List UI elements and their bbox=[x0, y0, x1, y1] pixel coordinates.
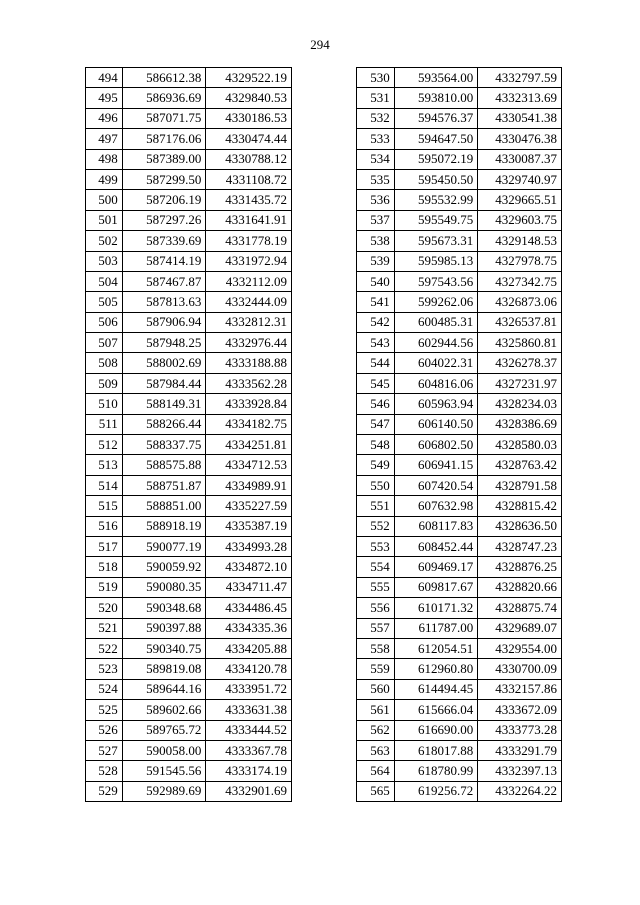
point-number-cell: 552 bbox=[357, 516, 395, 536]
x-coordinate-cell: 615666.04 bbox=[394, 700, 478, 720]
point-number-cell: 553 bbox=[357, 536, 395, 556]
x-coordinate-cell: 587389.00 bbox=[122, 149, 206, 169]
x-coordinate-cell: 599262.06 bbox=[394, 292, 478, 312]
y-coordinate-cell: 4333631.38 bbox=[206, 700, 292, 720]
table-row bbox=[357, 720, 562, 740]
y-coordinate-cell: 4329665.51 bbox=[478, 190, 562, 210]
y-coordinate-cell: 4332976.44 bbox=[206, 333, 292, 353]
y-coordinate-cell: 4332444.09 bbox=[206, 292, 292, 312]
table-row bbox=[357, 740, 562, 760]
point-number-cell: 563 bbox=[357, 740, 395, 760]
point-number-cell: 560 bbox=[357, 679, 395, 699]
y-coordinate-cell: 4329148.53 bbox=[478, 231, 562, 251]
x-coordinate-cell: 602944.56 bbox=[394, 333, 478, 353]
table-row bbox=[86, 169, 292, 189]
point-number-cell: 539 bbox=[357, 251, 395, 271]
x-coordinate-cell: 586936.69 bbox=[122, 88, 206, 108]
y-coordinate-cell: 4333188.88 bbox=[206, 353, 292, 373]
table-row bbox=[86, 761, 292, 781]
point-number-cell: 519 bbox=[86, 577, 123, 597]
y-coordinate-cell: 4329522.19 bbox=[206, 68, 292, 88]
x-coordinate-cell: 587297.26 bbox=[122, 210, 206, 230]
point-number-cell: 526 bbox=[86, 720, 123, 740]
coordinates-table-left-body bbox=[86, 68, 292, 802]
table-row bbox=[86, 435, 292, 455]
table-row bbox=[86, 496, 292, 516]
table-row bbox=[357, 781, 562, 801]
y-coordinate-cell: 4330186.53 bbox=[206, 108, 292, 128]
y-coordinate-cell: 4331435.72 bbox=[206, 190, 292, 210]
x-coordinate-cell: 589819.08 bbox=[122, 659, 206, 679]
point-number-cell: 498 bbox=[86, 149, 123, 169]
y-coordinate-cell: 4332264.22 bbox=[478, 781, 562, 801]
point-number-cell: 522 bbox=[86, 638, 123, 658]
x-coordinate-cell: 588851.00 bbox=[122, 496, 206, 516]
table-row bbox=[86, 700, 292, 720]
table-row bbox=[357, 435, 562, 455]
x-coordinate-cell: 616690.00 bbox=[394, 720, 478, 740]
y-coordinate-cell: 4328763.42 bbox=[478, 455, 562, 475]
point-number-cell: 538 bbox=[357, 231, 395, 251]
y-coordinate-cell: 4335387.19 bbox=[206, 516, 292, 536]
table-row bbox=[357, 333, 562, 353]
y-coordinate-cell: 4333773.28 bbox=[478, 720, 562, 740]
x-coordinate-cell: 595450.50 bbox=[394, 169, 478, 189]
x-coordinate-cell: 589602.66 bbox=[122, 700, 206, 720]
table-row bbox=[357, 475, 562, 495]
table-row bbox=[86, 557, 292, 577]
point-number-cell: 550 bbox=[357, 475, 395, 495]
point-number-cell: 515 bbox=[86, 496, 123, 516]
table-row bbox=[357, 292, 562, 312]
y-coordinate-cell: 4328876.25 bbox=[478, 557, 562, 577]
table-row bbox=[86, 536, 292, 556]
y-coordinate-cell: 4330087.37 bbox=[478, 149, 562, 169]
table-row bbox=[357, 88, 562, 108]
y-coordinate-cell: 4326873.06 bbox=[478, 292, 562, 312]
point-number-cell: 531 bbox=[357, 88, 395, 108]
table-row bbox=[357, 577, 562, 597]
y-coordinate-cell: 4328636.50 bbox=[478, 516, 562, 536]
x-coordinate-cell: 594647.50 bbox=[394, 129, 478, 149]
point-number-cell: 503 bbox=[86, 251, 123, 271]
y-coordinate-cell: 4328791.58 bbox=[478, 475, 562, 495]
point-number-cell: 529 bbox=[86, 781, 123, 801]
point-number-cell: 497 bbox=[86, 129, 123, 149]
point-number-cell: 527 bbox=[86, 740, 123, 760]
point-number-cell: 520 bbox=[86, 598, 123, 618]
x-coordinate-cell: 590340.75 bbox=[122, 638, 206, 658]
x-coordinate-cell: 614494.45 bbox=[394, 679, 478, 699]
y-coordinate-cell: 4328747.23 bbox=[478, 536, 562, 556]
table-row bbox=[357, 108, 562, 128]
x-coordinate-cell: 609817.67 bbox=[394, 577, 478, 597]
y-coordinate-cell: 4329603.75 bbox=[478, 210, 562, 230]
y-coordinate-cell: 4329740.97 bbox=[478, 169, 562, 189]
y-coordinate-cell: 4333367.78 bbox=[206, 740, 292, 760]
table-row bbox=[86, 108, 292, 128]
table-row bbox=[357, 761, 562, 781]
table-row bbox=[86, 353, 292, 373]
table-row bbox=[357, 516, 562, 536]
x-coordinate-cell: 588149.31 bbox=[122, 394, 206, 414]
x-coordinate-cell: 597543.56 bbox=[394, 271, 478, 291]
x-coordinate-cell: 591545.56 bbox=[122, 761, 206, 781]
point-number-cell: 524 bbox=[86, 679, 123, 699]
table-row bbox=[86, 292, 292, 312]
y-coordinate-cell: 4333951.72 bbox=[206, 679, 292, 699]
point-number-cell: 545 bbox=[357, 373, 395, 393]
x-coordinate-cell: 612054.51 bbox=[394, 638, 478, 658]
table-row bbox=[86, 251, 292, 271]
y-coordinate-cell: 4335227.59 bbox=[206, 496, 292, 516]
y-coordinate-cell: 4326278.37 bbox=[478, 353, 562, 373]
point-number-cell: 528 bbox=[86, 761, 123, 781]
y-coordinate-cell: 4332797.59 bbox=[478, 68, 562, 88]
y-coordinate-cell: 4329840.53 bbox=[206, 88, 292, 108]
table-row bbox=[357, 394, 562, 414]
y-coordinate-cell: 4329689.07 bbox=[478, 618, 562, 638]
x-coordinate-cell: 618017.88 bbox=[394, 740, 478, 760]
table-row bbox=[357, 618, 562, 638]
x-coordinate-cell: 587906.94 bbox=[122, 312, 206, 332]
x-coordinate-cell: 590397.88 bbox=[122, 618, 206, 638]
x-coordinate-cell: 588266.44 bbox=[122, 414, 206, 434]
x-coordinate-cell: 588751.87 bbox=[122, 475, 206, 495]
point-number-cell: 500 bbox=[86, 190, 123, 210]
x-coordinate-cell: 595673.31 bbox=[394, 231, 478, 251]
x-coordinate-cell: 608452.44 bbox=[394, 536, 478, 556]
table-row bbox=[86, 720, 292, 740]
y-coordinate-cell: 4333928.84 bbox=[206, 394, 292, 414]
point-number-cell: 557 bbox=[357, 618, 395, 638]
point-number-cell: 506 bbox=[86, 312, 123, 332]
x-coordinate-cell: 595985.13 bbox=[394, 251, 478, 271]
x-coordinate-cell: 606941.15 bbox=[394, 455, 478, 475]
point-number-cell: 502 bbox=[86, 231, 123, 251]
y-coordinate-cell: 4331641.91 bbox=[206, 210, 292, 230]
table-row bbox=[357, 557, 562, 577]
page-number: 294 bbox=[310, 37, 330, 52]
table-row bbox=[357, 210, 562, 230]
table-row bbox=[357, 679, 562, 699]
y-coordinate-cell: 4327342.75 bbox=[478, 271, 562, 291]
point-number-cell: 523 bbox=[86, 659, 123, 679]
table-row bbox=[357, 251, 562, 271]
x-coordinate-cell: 608117.83 bbox=[394, 516, 478, 536]
x-coordinate-cell: 595549.75 bbox=[394, 210, 478, 230]
table-row bbox=[86, 740, 292, 760]
x-coordinate-cell: 592989.69 bbox=[122, 781, 206, 801]
table-row bbox=[357, 638, 562, 658]
point-number-cell: 509 bbox=[86, 373, 123, 393]
point-number-cell: 556 bbox=[357, 598, 395, 618]
y-coordinate-cell: 4333444.52 bbox=[206, 720, 292, 740]
y-coordinate-cell: 4334711.47 bbox=[206, 577, 292, 597]
y-coordinate-cell: 4333562.28 bbox=[206, 373, 292, 393]
y-coordinate-cell: 4328875.74 bbox=[478, 598, 562, 618]
y-coordinate-cell: 4334205.88 bbox=[206, 638, 292, 658]
table-row bbox=[357, 414, 562, 434]
table-row bbox=[86, 679, 292, 699]
x-coordinate-cell: 589644.16 bbox=[122, 679, 206, 699]
point-number-cell: 521 bbox=[86, 618, 123, 638]
x-coordinate-cell: 588575.88 bbox=[122, 455, 206, 475]
table-row bbox=[86, 149, 292, 169]
y-coordinate-cell: 4332313.69 bbox=[478, 88, 562, 108]
table-row bbox=[357, 190, 562, 210]
x-coordinate-cell: 587176.06 bbox=[122, 129, 206, 149]
x-coordinate-cell: 595072.19 bbox=[394, 149, 478, 169]
x-coordinate-cell: 594576.37 bbox=[394, 108, 478, 128]
y-coordinate-cell: 4330541.38 bbox=[478, 108, 562, 128]
x-coordinate-cell: 619256.72 bbox=[394, 781, 478, 801]
table-row bbox=[86, 475, 292, 495]
table-row bbox=[86, 781, 292, 801]
point-number-cell: 505 bbox=[86, 292, 123, 312]
y-coordinate-cell: 4334486.45 bbox=[206, 598, 292, 618]
y-coordinate-cell: 4330788.12 bbox=[206, 149, 292, 169]
table-row bbox=[357, 598, 562, 618]
table-row bbox=[86, 577, 292, 597]
point-number-cell: 546 bbox=[357, 394, 395, 414]
x-coordinate-cell: 587071.75 bbox=[122, 108, 206, 128]
point-number-cell: 543 bbox=[357, 333, 395, 353]
x-coordinate-cell: 587948.25 bbox=[122, 333, 206, 353]
y-coordinate-cell: 4334989.91 bbox=[206, 475, 292, 495]
table-row bbox=[357, 129, 562, 149]
y-coordinate-cell: 4328580.03 bbox=[478, 435, 562, 455]
point-number-cell: 551 bbox=[357, 496, 395, 516]
table-row bbox=[86, 638, 292, 658]
x-coordinate-cell: 593810.00 bbox=[394, 88, 478, 108]
point-number-cell: 513 bbox=[86, 455, 123, 475]
point-number-cell: 548 bbox=[357, 435, 395, 455]
table-row bbox=[357, 353, 562, 373]
x-coordinate-cell: 590077.19 bbox=[122, 536, 206, 556]
point-number-cell: 518 bbox=[86, 557, 123, 577]
y-coordinate-cell: 4330474.44 bbox=[206, 129, 292, 149]
y-coordinate-cell: 4333291.79 bbox=[478, 740, 562, 760]
point-number-cell: 558 bbox=[357, 638, 395, 658]
y-coordinate-cell: 4332901.69 bbox=[206, 781, 292, 801]
point-number-cell: 495 bbox=[86, 88, 123, 108]
y-coordinate-cell: 4334182.75 bbox=[206, 414, 292, 434]
x-coordinate-cell: 607632.98 bbox=[394, 496, 478, 516]
x-coordinate-cell: 587299.50 bbox=[122, 169, 206, 189]
table-row bbox=[86, 414, 292, 434]
point-number-cell: 559 bbox=[357, 659, 395, 679]
x-coordinate-cell: 588918.19 bbox=[122, 516, 206, 536]
point-number-cell: 507 bbox=[86, 333, 123, 353]
point-number-cell: 544 bbox=[357, 353, 395, 373]
point-number-cell: 561 bbox=[357, 700, 395, 720]
y-coordinate-cell: 4334712.53 bbox=[206, 455, 292, 475]
point-number-cell: 536 bbox=[357, 190, 395, 210]
table-row bbox=[86, 394, 292, 414]
table-row bbox=[357, 149, 562, 169]
table-row bbox=[86, 516, 292, 536]
point-number-cell: 517 bbox=[86, 536, 123, 556]
y-coordinate-cell: 4328386.69 bbox=[478, 414, 562, 434]
x-coordinate-cell: 590348.68 bbox=[122, 598, 206, 618]
point-number-cell: 510 bbox=[86, 394, 123, 414]
y-coordinate-cell: 4331778.19 bbox=[206, 231, 292, 251]
y-coordinate-cell: 4332112.09 bbox=[206, 271, 292, 291]
point-number-cell: 499 bbox=[86, 169, 123, 189]
table-row bbox=[86, 190, 292, 210]
x-coordinate-cell: 605963.94 bbox=[394, 394, 478, 414]
x-coordinate-cell: 586612.38 bbox=[122, 68, 206, 88]
y-coordinate-cell: 4332397.13 bbox=[478, 761, 562, 781]
y-coordinate-cell: 4328820.66 bbox=[478, 577, 562, 597]
table-row bbox=[357, 659, 562, 679]
point-number-cell: 511 bbox=[86, 414, 123, 434]
x-coordinate-cell: 590058.00 bbox=[122, 740, 206, 760]
coordinates-table-right bbox=[356, 67, 562, 802]
point-number-cell: 533 bbox=[357, 129, 395, 149]
y-coordinate-cell: 4334120.78 bbox=[206, 659, 292, 679]
table-row bbox=[86, 210, 292, 230]
table-row bbox=[357, 271, 562, 291]
y-coordinate-cell: 4334251.81 bbox=[206, 435, 292, 455]
table-row bbox=[86, 598, 292, 618]
y-coordinate-cell: 4331108.72 bbox=[206, 169, 292, 189]
point-number-cell: 537 bbox=[357, 210, 395, 230]
point-number-cell: 514 bbox=[86, 475, 123, 495]
point-number-cell: 525 bbox=[86, 700, 123, 720]
point-number-cell: 542 bbox=[357, 312, 395, 332]
table-row bbox=[86, 373, 292, 393]
x-coordinate-cell: 610171.32 bbox=[394, 598, 478, 618]
point-number-cell: 504 bbox=[86, 271, 123, 291]
point-number-cell: 534 bbox=[357, 149, 395, 169]
coordinates-table-left bbox=[85, 67, 292, 802]
table-row bbox=[86, 659, 292, 679]
x-coordinate-cell: 587984.44 bbox=[122, 373, 206, 393]
x-coordinate-cell: 606802.50 bbox=[394, 435, 478, 455]
point-number-cell: 555 bbox=[357, 577, 395, 597]
table-row bbox=[357, 700, 562, 720]
x-coordinate-cell: 587339.69 bbox=[122, 231, 206, 251]
x-coordinate-cell: 600485.31 bbox=[394, 312, 478, 332]
point-number-cell: 516 bbox=[86, 516, 123, 536]
y-coordinate-cell: 4325860.81 bbox=[478, 333, 562, 353]
table-row bbox=[86, 333, 292, 353]
point-number-cell: 565 bbox=[357, 781, 395, 801]
point-number-cell: 501 bbox=[86, 210, 123, 230]
table-row bbox=[86, 68, 292, 88]
table-row bbox=[86, 231, 292, 251]
point-number-cell: 554 bbox=[357, 557, 395, 577]
x-coordinate-cell: 604816.06 bbox=[394, 373, 478, 393]
x-coordinate-cell: 611787.00 bbox=[394, 618, 478, 638]
table-row bbox=[357, 68, 562, 88]
x-coordinate-cell: 604022.31 bbox=[394, 353, 478, 373]
x-coordinate-cell: 607420.54 bbox=[394, 475, 478, 495]
point-number-cell: 535 bbox=[357, 169, 395, 189]
point-number-cell: 549 bbox=[357, 455, 395, 475]
y-coordinate-cell: 4326537.81 bbox=[478, 312, 562, 332]
point-number-cell: 540 bbox=[357, 271, 395, 291]
table-row bbox=[86, 618, 292, 638]
point-number-cell: 512 bbox=[86, 435, 123, 455]
y-coordinate-cell: 4332812.31 bbox=[206, 312, 292, 332]
x-coordinate-cell: 618780.99 bbox=[394, 761, 478, 781]
x-coordinate-cell: 593564.00 bbox=[394, 68, 478, 88]
x-coordinate-cell: 587414.19 bbox=[122, 251, 206, 271]
point-number-cell: 494 bbox=[86, 68, 123, 88]
y-coordinate-cell: 4327231.97 bbox=[478, 373, 562, 393]
y-coordinate-cell: 4330476.38 bbox=[478, 129, 562, 149]
x-coordinate-cell: 590080.35 bbox=[122, 577, 206, 597]
y-coordinate-cell: 4333174.19 bbox=[206, 761, 292, 781]
x-coordinate-cell: 588002.69 bbox=[122, 353, 206, 373]
x-coordinate-cell: 595532.99 bbox=[394, 190, 478, 210]
y-coordinate-cell: 4328815.42 bbox=[478, 496, 562, 516]
table-row bbox=[86, 455, 292, 475]
y-coordinate-cell: 4329554.00 bbox=[478, 638, 562, 658]
y-coordinate-cell: 4328234.03 bbox=[478, 394, 562, 414]
x-coordinate-cell: 587467.87 bbox=[122, 271, 206, 291]
y-coordinate-cell: 4327978.75 bbox=[478, 251, 562, 271]
point-number-cell: 532 bbox=[357, 108, 395, 128]
y-coordinate-cell: 4332157.86 bbox=[478, 679, 562, 699]
x-coordinate-cell: 588337.75 bbox=[122, 435, 206, 455]
x-coordinate-cell: 587813.63 bbox=[122, 292, 206, 312]
table-row bbox=[357, 496, 562, 516]
y-coordinate-cell: 4330700.09 bbox=[478, 659, 562, 679]
y-coordinate-cell: 4331972.94 bbox=[206, 251, 292, 271]
point-number-cell: 541 bbox=[357, 292, 395, 312]
y-coordinate-cell: 4334335.36 bbox=[206, 618, 292, 638]
table-row bbox=[357, 373, 562, 393]
table-row bbox=[86, 88, 292, 108]
x-coordinate-cell: 590059.92 bbox=[122, 557, 206, 577]
point-number-cell: 564 bbox=[357, 761, 395, 781]
point-number-cell: 496 bbox=[86, 108, 123, 128]
table-row bbox=[357, 455, 562, 475]
table-row bbox=[357, 312, 562, 332]
table-row bbox=[357, 536, 562, 556]
point-number-cell: 508 bbox=[86, 353, 123, 373]
y-coordinate-cell: 4333672.09 bbox=[478, 700, 562, 720]
x-coordinate-cell: 606140.50 bbox=[394, 414, 478, 434]
point-number-cell: 562 bbox=[357, 720, 395, 740]
point-number-cell: 547 bbox=[357, 414, 395, 434]
y-coordinate-cell: 4334993.28 bbox=[206, 536, 292, 556]
x-coordinate-cell: 612960.80 bbox=[394, 659, 478, 679]
y-coordinate-cell: 4334872.10 bbox=[206, 557, 292, 577]
table-row bbox=[86, 271, 292, 291]
x-coordinate-cell: 589765.72 bbox=[122, 720, 206, 740]
table-row bbox=[357, 231, 562, 251]
table-row bbox=[357, 169, 562, 189]
x-coordinate-cell: 609469.17 bbox=[394, 557, 478, 577]
coordinates-table-right-body bbox=[357, 68, 562, 802]
table-row bbox=[86, 312, 292, 332]
point-number-cell: 530 bbox=[357, 68, 395, 88]
x-coordinate-cell: 587206.19 bbox=[122, 190, 206, 210]
table-row bbox=[86, 129, 292, 149]
